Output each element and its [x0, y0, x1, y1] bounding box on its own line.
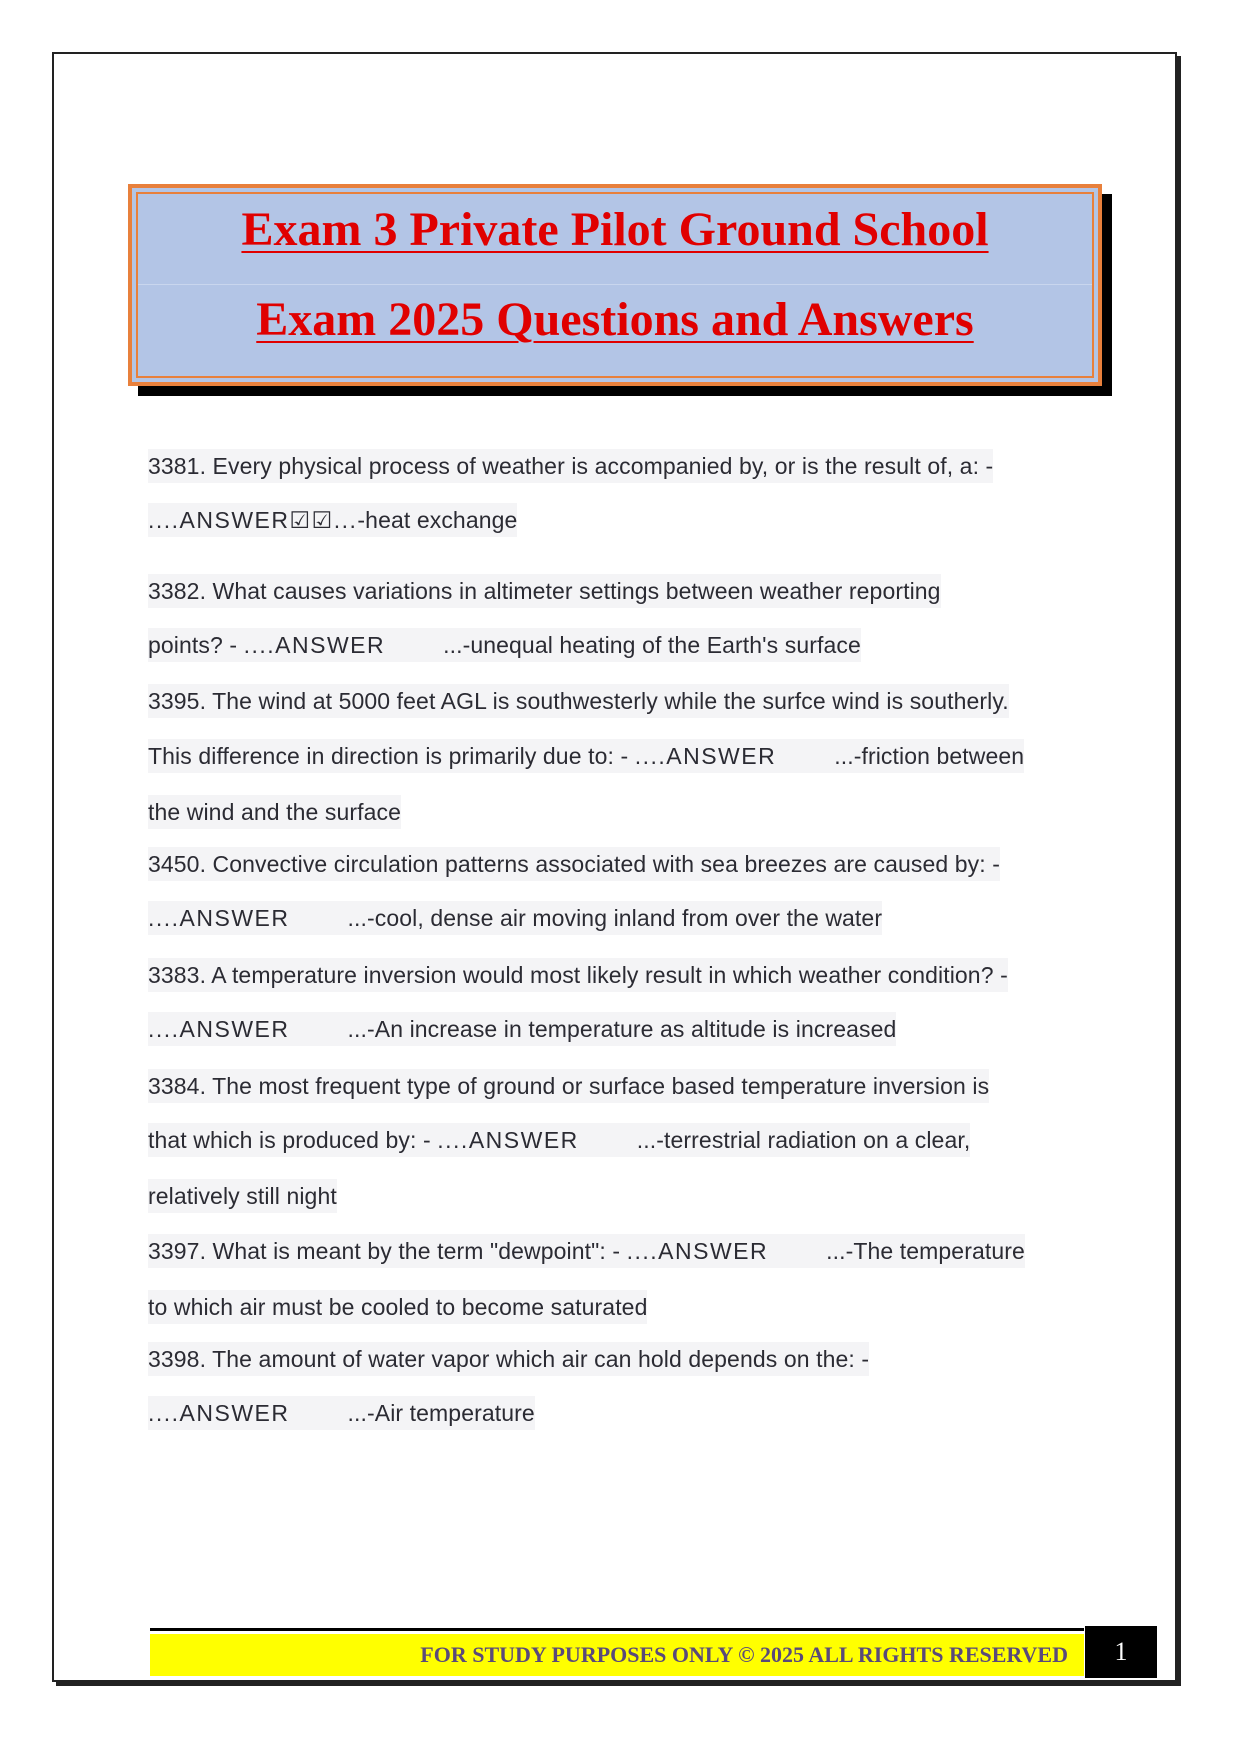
answer-marker-dots: ... [443, 632, 463, 658]
question-text: 3450. Convective circulation patterns associated with sea breezes are caused by: - [148, 851, 1000, 877]
question-text: 3381. Every physical process of weather is accompanied by, or is the result of, a: - [148, 453, 994, 479]
answer-text: -Air temperature [367, 1400, 535, 1426]
answer-marker-dots: ... [834, 743, 854, 769]
title-separator [138, 284, 1092, 285]
answer-marker: ....ANSWER [148, 905, 290, 931]
answer-marker-dots: ... [636, 1127, 657, 1153]
question-text: 3397. What is meant by the term "dewpoint": - [148, 1238, 627, 1264]
answer-marker: ....ANSWER [437, 1127, 579, 1153]
footer-notice: FOR STUDY PURPOSES ONLY © 2025 ALL RIGHTS RESERVED [420, 1642, 1068, 1667]
answer-text: -friction between [853, 743, 1025, 769]
footer-bar [150, 1634, 1084, 1676]
qa-line [148, 1069, 989, 1103]
answer-marker-dots: ... [347, 1016, 367, 1042]
question-text: 3382. What causes variations in altimeter settings between weather reporting [148, 578, 941, 604]
question-text: This difference in direction is primarily due to: - [148, 743, 635, 769]
answer-text: -An increase in temperature as altitude is increased [367, 1016, 897, 1042]
title-line-1: Exam 3 Private Pilot Ground School [241, 203, 989, 256]
answer-text: -unequal heating of the Earth's surface [462, 632, 861, 658]
answer-text: -cool, dense air moving inland from over the water [367, 905, 883, 931]
qa-line [148, 739, 1024, 773]
page-number: 1 [1085, 1626, 1157, 1678]
title-line-2: Exam 2025 Questions and Answers [256, 293, 974, 346]
answer-marker: ....ANSWER [148, 1016, 290, 1042]
qa-line [148, 1290, 647, 1324]
answer-marker: ....ANSWER [148, 1400, 290, 1426]
question-text: points? - [148, 632, 244, 658]
qa-line [148, 1179, 337, 1213]
qa-line [148, 628, 861, 662]
answer-marker-dots: ... [347, 905, 367, 931]
qa-line [148, 1012, 896, 1046]
qa-line [148, 958, 1008, 992]
question-text: 3395. The wind at 5000 feet AGL is southwesterly while the surfce wind is southerly. [148, 688, 1009, 714]
question-text: 3398. The amount of water vapor which air can hold depends on the: - [148, 1346, 870, 1372]
qa-line [148, 574, 941, 608]
qa-line [148, 1342, 869, 1376]
qa-line [148, 449, 993, 483]
answer-marker-dots: ... [826, 1238, 846, 1264]
qa-line [148, 1396, 535, 1430]
answer-marker: ....ANSWER [243, 632, 386, 658]
answer-marker-dots: ... [347, 1400, 367, 1426]
answer-marker: ....ANSWER [626, 1238, 769, 1264]
question-text: to which air must be cooled to become saturated [148, 1294, 648, 1320]
answer-marker: ....ANSWER☑☑... [148, 507, 358, 533]
answer-text: -terrestrial radiation on a clear, [656, 1127, 971, 1153]
answer-text: -heat exchange [357, 507, 518, 533]
qa-line [148, 503, 517, 537]
qa-line [148, 795, 401, 829]
question-text: that which is produced by: - [148, 1127, 438, 1153]
answer-marker: ....ANSWER [634, 743, 777, 769]
question-text: relatively still night [148, 1183, 337, 1209]
qa-line [148, 1234, 1025, 1268]
qa-line [148, 901, 882, 935]
footer-rule [150, 1628, 1084, 1631]
qa-line [148, 847, 1000, 881]
answer-text: -The temperature [845, 1238, 1025, 1264]
question-text: 3383. A temperature inversion would most likely result in which weather condition? - [148, 962, 1008, 988]
question-text: 3384. The most frequent type of ground or surface based temperature inversion is [148, 1073, 990, 1099]
question-text: the wind and the surface [148, 799, 402, 825]
qa-line [148, 684, 1009, 718]
title-box [128, 184, 1102, 386]
qa-line [148, 1123, 970, 1157]
